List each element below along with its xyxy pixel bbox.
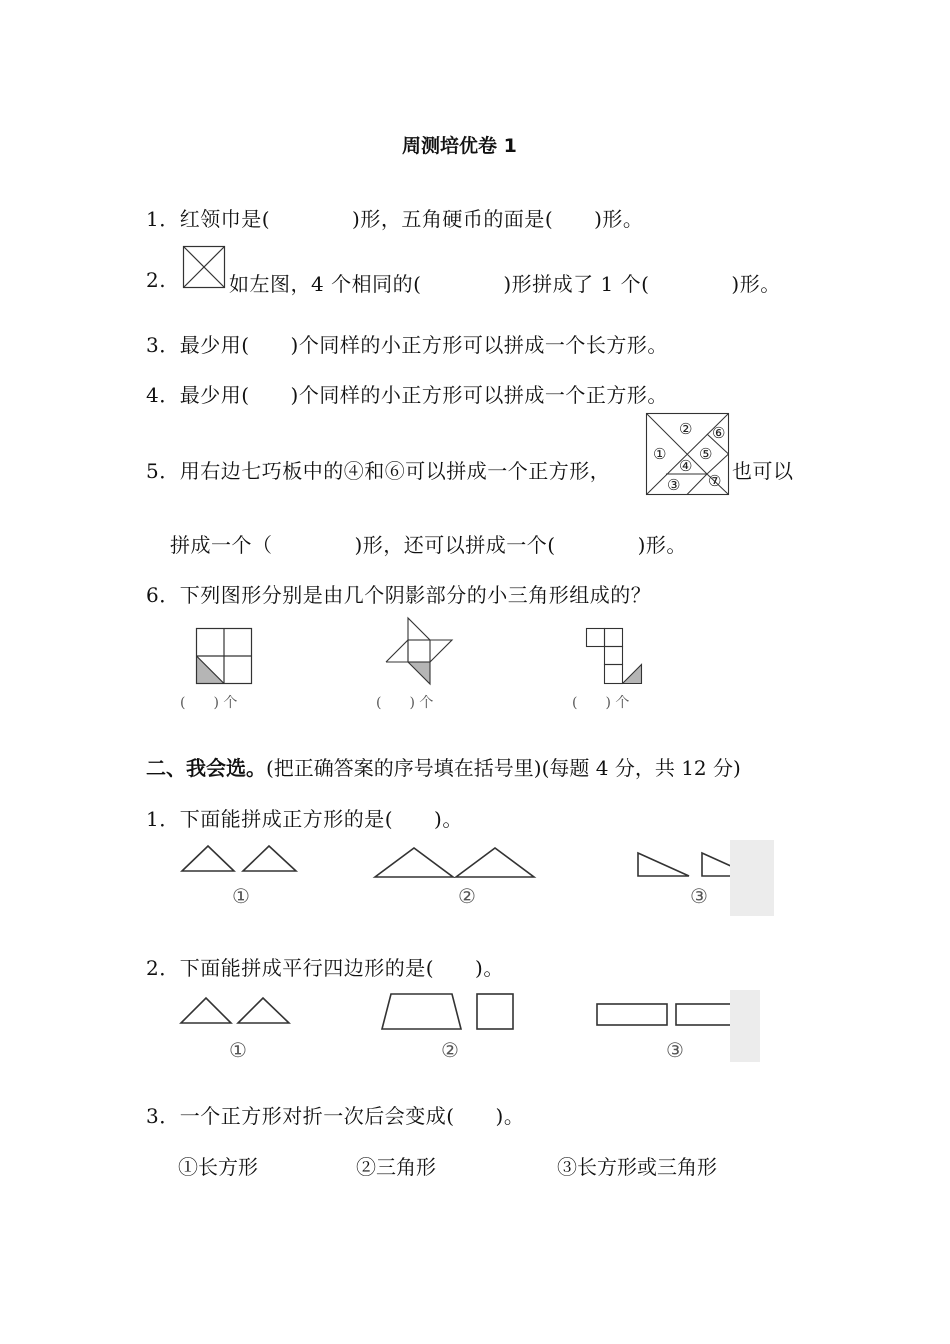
square-with-diagonals-figure xyxy=(183,246,225,288)
question-4: 4．最少用( )个同样的小正方形可以拼成一个正方形。 xyxy=(146,383,668,407)
tangram-label-2: ② xyxy=(679,420,693,438)
section-2-title: 二、我会选。 xyxy=(146,756,266,780)
q6-caption-3: ( ) 个 xyxy=(572,695,630,711)
q6-caption-2: ( ) 个 xyxy=(376,695,434,711)
tangram-label-5: ⑤ xyxy=(699,445,713,463)
choice-1-mark-1: ① xyxy=(232,884,250,908)
question-2-number: 2. xyxy=(146,268,167,292)
choice-question-1: 1．下面能拼成正方形的是( )。 xyxy=(146,807,463,831)
q6-figure-3 xyxy=(586,628,642,684)
question-6: 6．下列图形分别是由几个阴影部分的小三角形组成的？ xyxy=(146,583,652,607)
choice-2-option-1-figure xyxy=(180,997,292,1025)
tangram-label-7: ⑦ xyxy=(708,472,722,490)
tangram-label-1: ① xyxy=(653,445,667,463)
choice-question-3: 3．一个正方形对折一次后会变成( )。 xyxy=(146,1104,525,1128)
q6-figure-2 xyxy=(386,618,454,686)
choice-2-mark-3: ③ xyxy=(666,1038,684,1062)
choice-1-option-1-figure xyxy=(181,845,299,873)
question-5-part-a: 5．用右边七巧板中的④和⑥可以拼成一个正方形， xyxy=(146,459,611,483)
watermark-graphic xyxy=(730,840,780,1070)
choice-3-option-3: ③长方形或三角形 xyxy=(557,1155,717,1179)
tangram-label-4: ④ xyxy=(679,457,693,475)
tangram-label-3: ③ xyxy=(667,476,681,494)
choice-1-mark-3: ③ xyxy=(690,884,708,908)
question-1: 1．红领巾是( )形，五角硬币的面是( )形。 xyxy=(146,207,644,231)
q6-caption-1: ( ) 个 xyxy=(180,695,238,711)
choice-2-mark-1: ① xyxy=(229,1038,247,1062)
choice-2-mark-2: ② xyxy=(441,1038,459,1062)
choice-question-2: 2．下面能拼成平行四边形的是( )。 xyxy=(146,956,504,980)
question-2-text: 如左图，4 个相同的( )形拼成了 1 个( )形。 xyxy=(229,272,781,296)
page-title: 周测培优卷 1 xyxy=(402,135,517,157)
q6-figure-1 xyxy=(196,628,252,684)
choice-2-option-3-figure xyxy=(596,1003,748,1027)
section-2-heading xyxy=(146,752,741,781)
choice-1-mark-2: ② xyxy=(458,884,476,908)
question-5-part-b: 也可以 xyxy=(732,459,794,483)
choice-3-option-1: ①长方形 xyxy=(178,1155,258,1179)
choice-1-option-2-figure xyxy=(374,847,536,879)
choice-3-option-2: ②三角形 xyxy=(356,1155,436,1179)
tangram-label-6: ⑥ xyxy=(712,424,726,442)
question-3: 3．最少用( )个同样的小正方形可以拼成一个长方形。 xyxy=(146,333,668,357)
section-2-instructions: (把正确答案的序号填在括号里)(每题 4 分，共 12 分) xyxy=(266,756,741,780)
tangram-figure xyxy=(646,413,730,495)
choice-2-option-2-figure xyxy=(381,993,517,1031)
question-5-part-c: 拼成一个（ )形，还可以拼成一个( )形。 xyxy=(170,533,687,557)
